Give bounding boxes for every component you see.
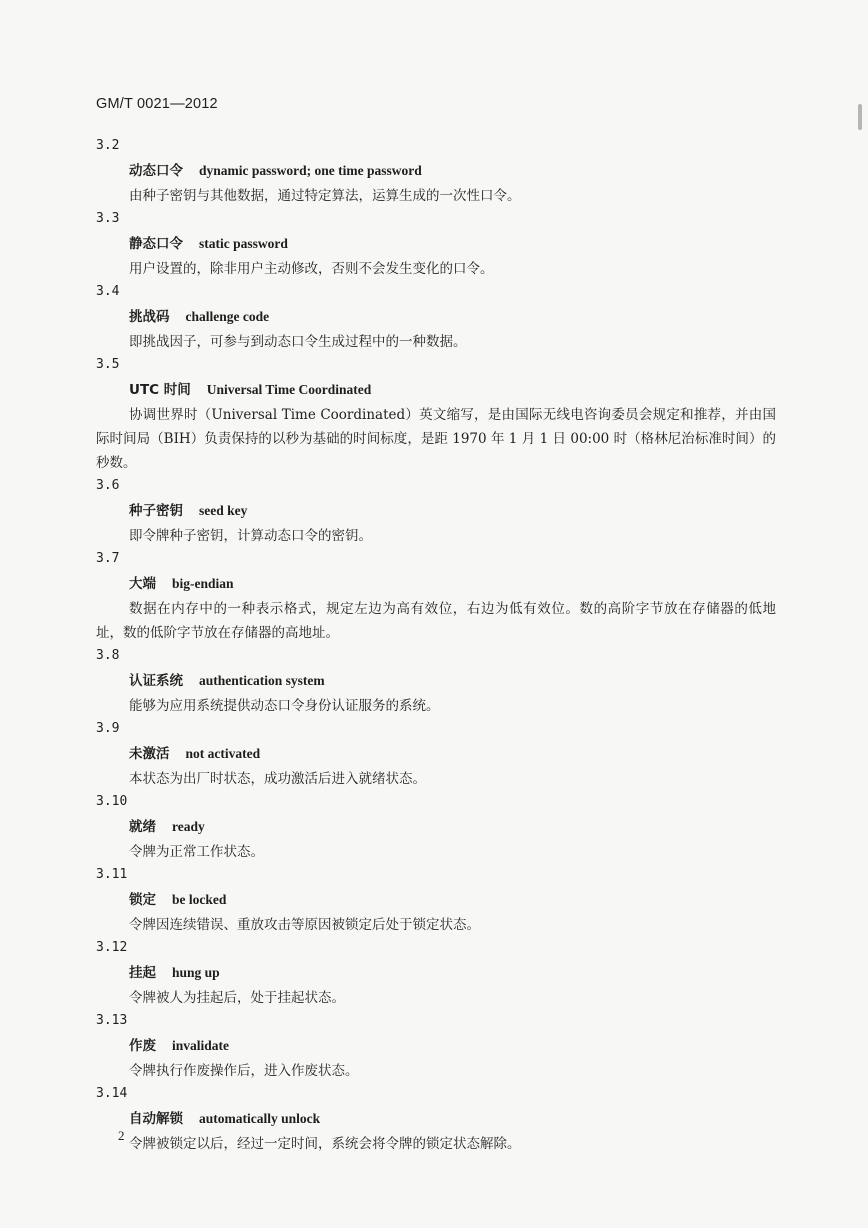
term-definition: 令牌执行作废操作后，进入作废状态。 (129, 1063, 359, 1079)
clause-number: 3.8 (96, 648, 120, 663)
term-english: hung up (172, 965, 220, 980)
term-entry (96, 283, 776, 354)
term-entry (96, 647, 776, 718)
clause-number: 3.11 (96, 867, 128, 882)
term-line (129, 501, 776, 520)
term-definition: 数据在内存中的一种表示格式，规定左边为高有效位，右边为低有效位。数的高阶字节放在存储器的低地址，数的低阶字节放在存储器的高地址。 (96, 601, 776, 641)
standard-id: GM/T 0021—2012 (96, 96, 218, 112)
term-chinese: 锁定 (129, 892, 156, 908)
term-entry (96, 477, 776, 548)
term-entry (96, 137, 776, 208)
term-chinese: 自动解锁 (129, 1111, 183, 1127)
term-line (129, 671, 776, 690)
clause-number: 3.6 (96, 478, 120, 493)
term-english: ready (172, 819, 205, 834)
term-entry (96, 720, 776, 791)
term-line (129, 380, 776, 399)
term-chinese: 作废 (129, 1038, 156, 1054)
term-definition: 令牌为正常工作状态。 (129, 844, 264, 860)
term-english: automatically unlock (199, 1111, 321, 1126)
term-english: not activated (185, 746, 261, 761)
term-chinese: 未激活 (129, 746, 170, 762)
term-definition: 即挑战因子，可参与到动态口令生成过程中的一种数据。 (129, 334, 467, 350)
clause-number: 3.12 (96, 940, 128, 955)
scan-edge-mark (858, 104, 862, 130)
term-english: invalidate (172, 1038, 230, 1053)
clause-number: 3.7 (96, 551, 120, 566)
term-entry (96, 356, 776, 475)
term-line (129, 161, 776, 180)
term-chinese: 种子密钥 (129, 503, 183, 519)
clause-number: 3.9 (96, 721, 120, 736)
term-entry (96, 1012, 776, 1083)
term-entry (96, 210, 776, 281)
term-chinese: 挂起 (129, 965, 156, 981)
term-line (129, 307, 776, 326)
term-line (129, 574, 776, 593)
term-definition: 令牌被锁定以后，经过一定时间，系统会将令牌的锁定状态解除。 (129, 1136, 521, 1152)
clause-number: 3.3 (96, 211, 120, 226)
term-line (129, 817, 776, 836)
term-definition: 协调世界时（Universal Time Coordinated）英文缩写，是由国际无线电咨询委员会规定和推荐，并由国际时间局（BIH）负责保持的以秒为基础的时间标度，是距 1970 年 1 月 1 日 00:00 时（格林尼治标准时间）的秒数。 (96, 407, 776, 471)
term-english: big-endian (172, 576, 234, 591)
term-entry (96, 939, 776, 1010)
term-entry (96, 866, 776, 937)
term-definition: 能够为应用系统提供动态口令身份认证服务的系统。 (129, 698, 440, 714)
term-definition: 即令牌种子密钥，计算动态口令的密钥。 (129, 528, 372, 544)
term-english: challenge code (185, 309, 270, 324)
term-definition: 本状态为出厂时状态，成功激活后进入就绪状态。 (129, 771, 426, 787)
term-chinese: 动态口令 (129, 163, 183, 179)
term-english: dynamic password; one time password (199, 163, 422, 178)
term-line (129, 963, 776, 982)
term-definition: 令牌因连续错误、重放攻击等原因被锁定后处于锁定状态。 (129, 917, 480, 933)
clause-number: 3.4 (96, 284, 120, 299)
clause-number: 3.5 (96, 357, 120, 372)
term-chinese: UTC 时间 (129, 382, 191, 398)
term-list (96, 137, 776, 1158)
term-line (129, 890, 776, 909)
term-chinese: 挑战码 (129, 309, 170, 325)
term-english: be locked (172, 892, 227, 907)
clause-number: 3.13 (96, 1013, 128, 1028)
term-entry (96, 1085, 776, 1156)
term-english: seed key (199, 503, 248, 518)
term-definition: 由种子密钥与其他数据，通过特定算法，运算生成的一次性口令。 (129, 188, 521, 204)
term-entry (96, 793, 776, 864)
term-line (129, 1109, 776, 1128)
term-line (129, 744, 776, 763)
term-english: authentication system (199, 673, 325, 688)
term-line (129, 234, 776, 253)
term-definition: 令牌被人为挂起后，处于挂起状态。 (129, 990, 345, 1006)
term-entry (96, 550, 776, 645)
term-english: static password (199, 236, 288, 251)
term-chinese: 大端 (129, 576, 156, 592)
page-number: 2 (118, 1128, 125, 1143)
term-chinese: 就绪 (129, 819, 156, 835)
clause-number: 3.2 (96, 138, 120, 153)
clause-number: 3.14 (96, 1086, 128, 1101)
term-line (129, 1036, 776, 1055)
term-chinese: 静态口令 (129, 236, 183, 252)
term-definition: 用户设置的，除非用户主动修改，否则不会发生变化的口令。 (129, 261, 494, 277)
clause-number: 3.10 (96, 794, 128, 809)
term-english: Universal Time Coordinated (206, 382, 372, 397)
term-chinese: 认证系统 (129, 673, 183, 689)
